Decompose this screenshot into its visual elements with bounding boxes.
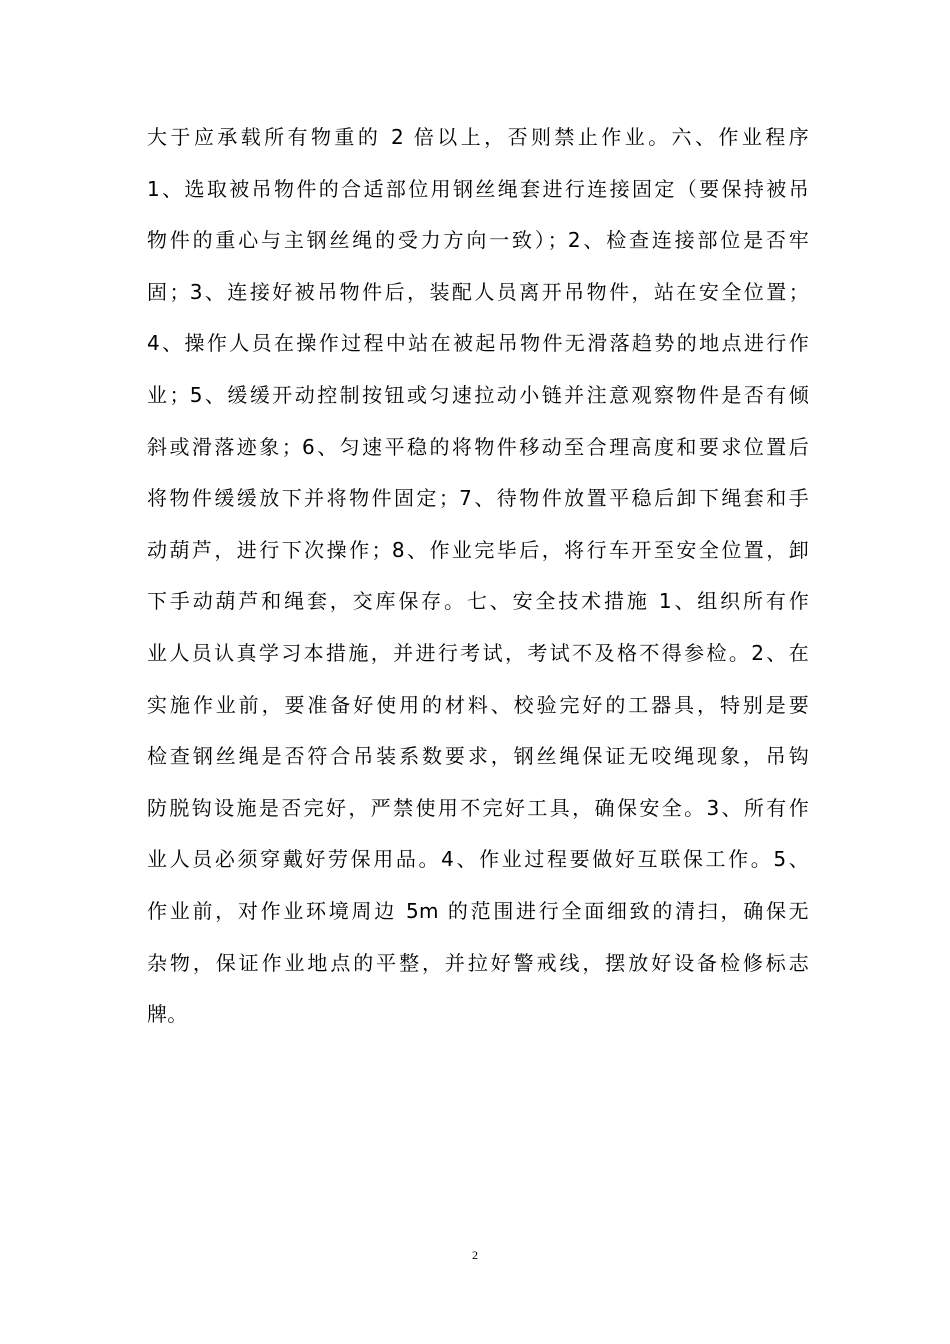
text-line: 实施作业前，要准备好使用的材料、校验完好的工器具，特别是要 [147,692,809,717]
text-line: 业；5、缓缓开动控制按钮或匀速拉动小链并注意观察物件是否有倾 [147,382,809,407]
body-text [147,112,809,1041]
text-line: 4、操作人员在操作过程中站在被起吊物件无滑落趋势的地点进行作 [147,331,809,356]
text-line: 业人员认真学习本措施，并进行考试，考试不及格不得参检。2、在 [147,640,809,665]
text-line: 固；3、连接好被吊物件后，装配人员离开吊物件，站在安全位置； [147,279,809,304]
text-line: 1、选取被吊物件的合适部位用钢丝绳套进行连接固定（要保持被吊 [147,176,809,201]
text-line: 将物件缓缓放下并将物件固定；7、待物件放置平稳后卸下绳套和手 [147,486,809,511]
page-number: 2 [472,1248,478,1262]
text-line: 牌。 [147,1002,188,1027]
text-line: 检查钢丝绳是否符合吊装系数要求，钢丝绳保证无咬绳现象，吊钩 [147,744,809,769]
text-line: 作业前，对作业环境周边 5m 的范围进行全面细致的清扫，确保无 [147,898,809,923]
text-line: 防脱钩设施是否完好，严禁使用不完好工具，确保安全。3、所有作 [147,795,809,820]
text-line: 大于应承载所有物重的 2 倍以上，否则禁止作业。六、作业程序 [147,125,809,149]
text-line: 杂物，保证作业地点的平整，并拉好警戒线，摆放好设备检修标志 [147,950,809,975]
text-line: 下手动葫芦和绳套，交库保存。七、安全技术措施 1、组织所有作 [147,589,809,614]
text-line: 物件的重心与主钢丝绳的受力方向一致）；2、检查连接部位是否牢 [147,228,809,253]
text-line: 业人员必须穿戴好劳保用品。4、作业过程要做好互联保工作。5、 [147,847,809,872]
text-line: 斜或滑落迹象；6、匀速平稳的将物件移动至合理高度和要求位置后 [147,434,809,459]
text-line: 动葫芦，进行下次操作；8、作业完毕后，将行车开至安全位置，卸 [147,537,809,562]
